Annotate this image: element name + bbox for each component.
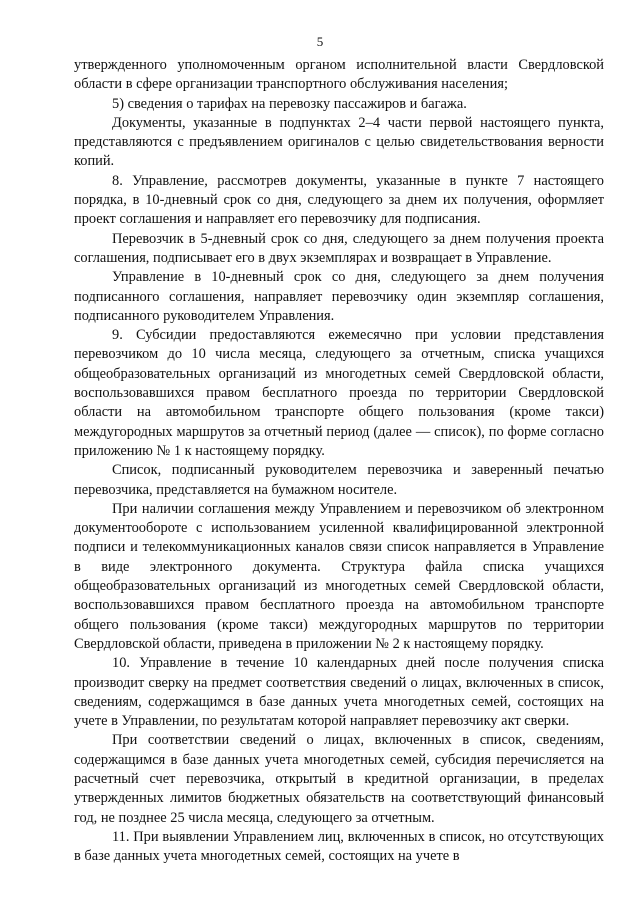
paragraph-clause-10: 10. Управление в течение 10 календарных дней после получения списка производит сверку на предмет соответствия сведений о лицах, включенных в список, сведениям, содержащимся в базе данных учета многодетных семей, состоящих на учете в Управлении, по результатам которой направляет перевозчику акт сверки. — [74, 655, 604, 730]
paragraph-list-paper: Список, подписанный руководителем перевозчика и заверенный печатью перевозчика, представляется на бумажном носителе. — [74, 462, 604, 498]
paragraph-continuation: утвержденного уполномоченным органом исполнительной власти Свердловской области в сфере организации транспортного обслуживания населения; — [74, 57, 604, 93]
paragraph-electronic-document: При наличии соглашения между Управлением и перевозчиком об электронном документообороте с использованием усиленной квалифицированной электронной подписи и телекоммуникационных каналов связи список направляется в Управление в виде электронного документа. Структура файла списка учащихся общеобразовательных организаций из многодетных семей Свердловской области, воспользовавшихся правом бесплатного проезда на автомобильном транспорте общего пользования (кроме такси) междугородных маршрутов по территории Свердловской области, приведена в приложении № 2 к настоящему порядку. — [74, 500, 604, 652]
page-number: 5 — [316, 34, 324, 49]
paragraph-clause-9: 9. Субсидии предоставляются ежемесячно при условии представления перевозчиком до 10 числа месяца, следующего за отчетным, списка учащихся общеобразовательных организаций из многодетных семей Свердловской области, воспользовавшихся правом бесплатного проезда по территории Свердловской области на автомобильном транспорте общего пользования (кроме такси) междугородных маршрутов за отчетный период (далее — список), по форме согласно приложению № 1 к настоящему порядку. — [74, 327, 604, 459]
paragraph-clause-8: 8. Управление, рассмотрев документы, указанные в пункте 7 настоящего порядка, в 10-дневный срок со дня, следующего за днем их получения, оформляет проект соглашения и направляет его перевозчику для подписания. — [74, 172, 604, 228]
document-body — [74, 56, 604, 866]
paragraph-carrier-signs: Перевозчик в 5-дневный срок со дня, следующего за днем получения проекта соглашения, подписывает его в двух экземплярах и возвращает в Управление. — [74, 230, 604, 266]
paragraph-item-5: 5) сведения о тарифах на перевозку пассажиров и багажа. — [112, 95, 467, 112]
paragraph-documents-originals: Документы, указанные в подпунктах 2–4 части первой настоящего пункта, представляются с предъявлением оригиналов с целью свидетельствования верности копий. — [74, 114, 604, 170]
paragraph-clause-11: 11. При выявлении Управлением лиц, включенных в список, но отсутствующих в базе данных учета многодетных семей, состоящих на учете в — [74, 828, 604, 865]
paragraph-management-returns: Управление в 10-дневный срок со дня, следующего за днем получения подписанного соглашения, направляет перевозчику один экземпляр соглашения, подписанного руководителем Управления. — [74, 269, 604, 324]
paragraph-subsidy-transfer: При соответствии сведений о лицах, включенных в список, сведениям, содержащимся в базе данных учета многодетных семей, субсидия перечисляется на расчетный счет перевозчика, открытый в кредитной организации, в пределах утвержденных лимитов бюджетных обязательств на соответствующий финансовый год, не позднее 25 числа месяца, следующего за отчетным. — [74, 732, 604, 826]
